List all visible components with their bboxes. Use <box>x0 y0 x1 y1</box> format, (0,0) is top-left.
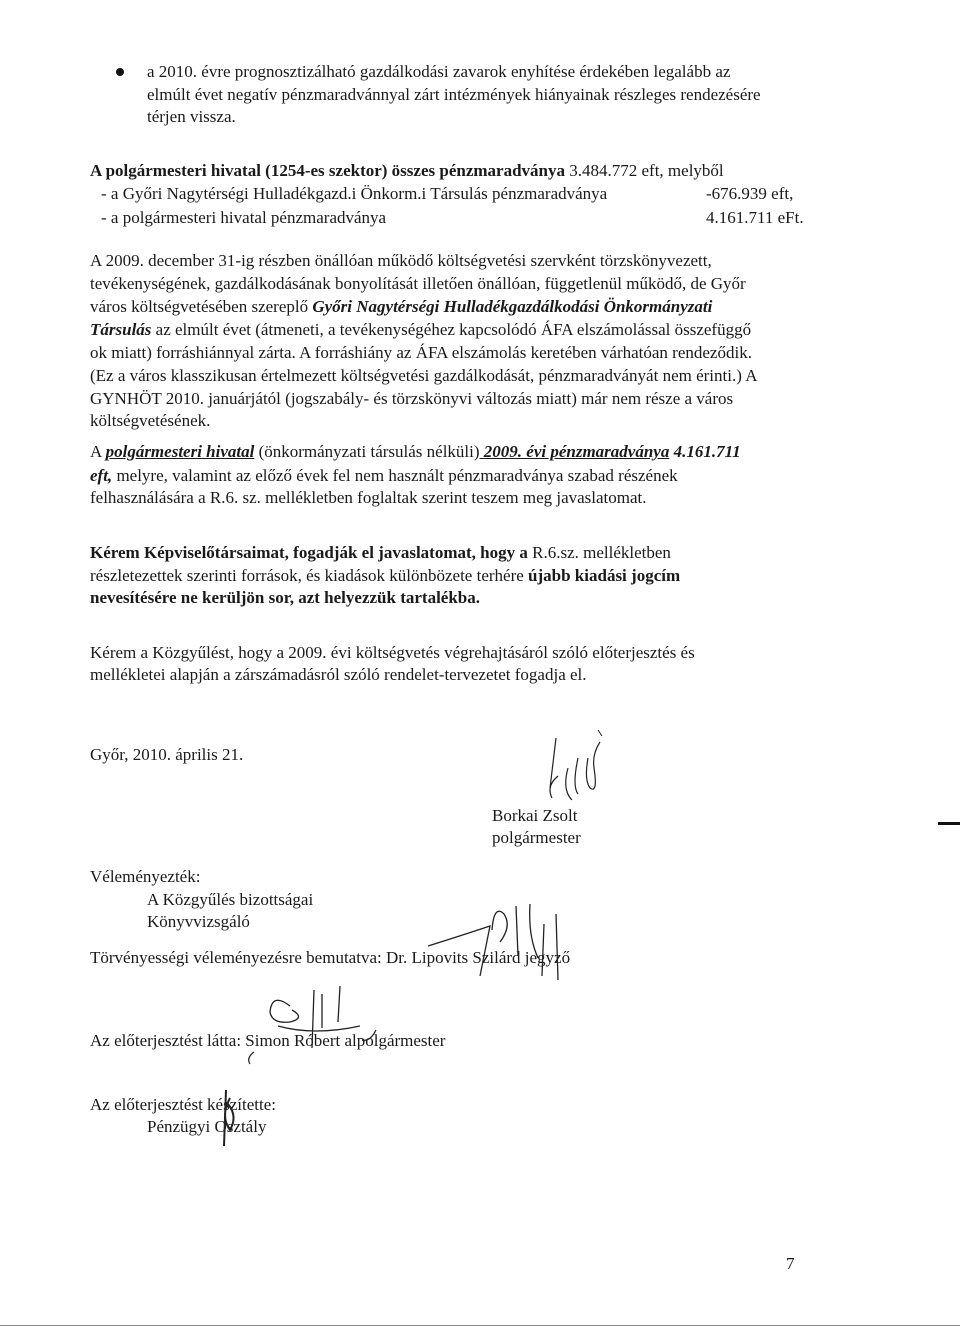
summary-row-1-value: -676.939 eft, <box>706 184 794 203</box>
deputy-approval: Az előterjesztést látta: Simon Róbert alpolgármester <box>90 1031 446 1050</box>
para2-line-5: ok miatt) forráshiánnyal zárta. A forráshiány az ÁFA elszámolás keretében várhatóan rendeződik. <box>90 343 752 362</box>
summary-lead-bold: A polgármesteri hivatal (1254-es szektor) összes pénzmaradványa <box>90 161 565 180</box>
para3-text-b: melyre, valamint az előző évek fel nem használt pénzmaradványa szabad részének <box>112 466 678 485</box>
para2-line-7: GYNHÖT 2010. januárjától (jogszabály- és törzskönyvi változás miatt) már nem része a város <box>90 389 734 408</box>
prepared-by-label: Az előterjesztést készítette: <box>90 1095 276 1114</box>
para2-line-8: költségvetésének. <box>90 411 211 430</box>
summary-row-1-label: - a Győri Nagytérségi Hulladékgazd.i Önkorm.i Társulás pénzmaradványa <box>101 184 608 203</box>
para4-text-b: R.6.sz. mellékletben <box>527 543 671 562</box>
para3-line-1 <box>90 442 741 462</box>
summary-row-2-value: 4.161.711 eFt. <box>706 208 804 227</box>
surplus-amount: 4.161.711 <box>669 442 741 461</box>
para4-bold-a: Kérem Képviselőtársaimat, fogadják el javaslatomat, hogy a <box>90 543 528 562</box>
para4-bold-b2: újabb kiadási jogcím <box>523 566 681 585</box>
page-number: 7 <box>786 1254 795 1273</box>
review-item-1: A Közgyűlés bizottságai <box>147 890 314 909</box>
para4-line-1 <box>90 542 812 564</box>
legal-review: Törvényességi véleményezésre bemutatva: Dr. Lipovits Szilárd jegyző <box>90 948 571 967</box>
para2-line-6: (Ez a város klasszikusan értelmezett költségvetési gazdálkodását, pénzmaradványát nem érinti.) A <box>90 366 758 385</box>
deputy-signature <box>210 982 390 1072</box>
office-name: polgármesteri hivatal <box>105 442 255 461</box>
surplus-unit: eft, <box>90 466 113 485</box>
signatory-name: Borkai Zsolt <box>492 806 578 825</box>
para4-line-2 <box>90 565 812 587</box>
notary-signature <box>420 896 580 986</box>
para4-text-a2: részletezettek szerinti források, és kiadások különbözete terhére <box>90 566 524 585</box>
association-name-end: Társulás <box>90 320 152 339</box>
staff-initials-mark <box>212 1086 242 1156</box>
para2-line-4-text: az elmúlt évet (átmeneti, a tevékenységéhez kapcsolódó ÁFA elszámolással összefüggő <box>151 320 752 339</box>
bullet-line-2: elmúlt évet negatív pénzmaradvánnyal zárt intézmények hiányainak részleges rendezésére <box>147 85 761 104</box>
para2-line-3 <box>90 296 812 318</box>
bullet-dot <box>116 68 124 76</box>
para2-line-3-text: város költségvetésében szereplő <box>90 297 313 316</box>
margin-mark <box>938 822 960 825</box>
bullet-line-3: térjen vissza. <box>147 107 236 126</box>
bottom-rule <box>0 1325 960 1326</box>
bullet-line-1: a 2010. évre prognosztizálható gazdálkodási zavarok enyhítése érdekében legalább az <box>147 62 731 81</box>
para3-line-2 <box>90 465 812 487</box>
para5-line-1: Kérem a Közgyűlést, hogy a 2009. évi költségvetés végrehajtásáról szóló előterjesztés és <box>90 643 695 662</box>
para4-line-3: nevesítésére ne kerüljön sor, azt helyezzük tartalékba. <box>90 588 480 607</box>
mayor-signature <box>528 728 638 818</box>
summary-heading <box>90 161 724 181</box>
para2-line-2: tevékenységének, gazdálkodásának bonyolítását illetően önállóan, függetlenül működő, de Győr <box>90 274 746 293</box>
para2-line-1: A 2009. december 31-ig részben önállóan működő költségvetési szervként törzskönyvezett, <box>90 251 712 270</box>
summary-row-2-label: - a polgármesteri hivatal pénzmaradványa <box>101 208 387 227</box>
review-heading: Véleményezték: <box>90 867 201 886</box>
para5-line-2: mellékletei alapján a zárszámadásról szóló rendelet-tervezetet fogadja el. <box>90 665 587 684</box>
association-name: Győri Nagytérségi Hulladékgazdálkodási Önkormányzati <box>312 297 713 316</box>
para3-text-c: (önkormányzati társulás nélküli) <box>254 442 480 461</box>
para3-line-3: felhasználására a R.6. sz. mellékletben foglaltak szerint teszem meg javaslatomat. <box>90 488 647 507</box>
place-date: Győr, 2010. április 21. <box>90 745 244 764</box>
para3-text-a: A <box>90 442 106 461</box>
prepared-by-dept: Pénzügyi Osztály <box>147 1117 267 1136</box>
signatory-title: polgármester <box>492 828 581 847</box>
para2-line-4 <box>90 319 812 341</box>
review-item-2: Könyvvizsgáló <box>147 912 250 931</box>
summary-lead-rest: 3.484.772 eft, melyből <box>565 161 724 180</box>
surplus-year-label: 2009. évi pénzmaradványa <box>479 442 670 461</box>
